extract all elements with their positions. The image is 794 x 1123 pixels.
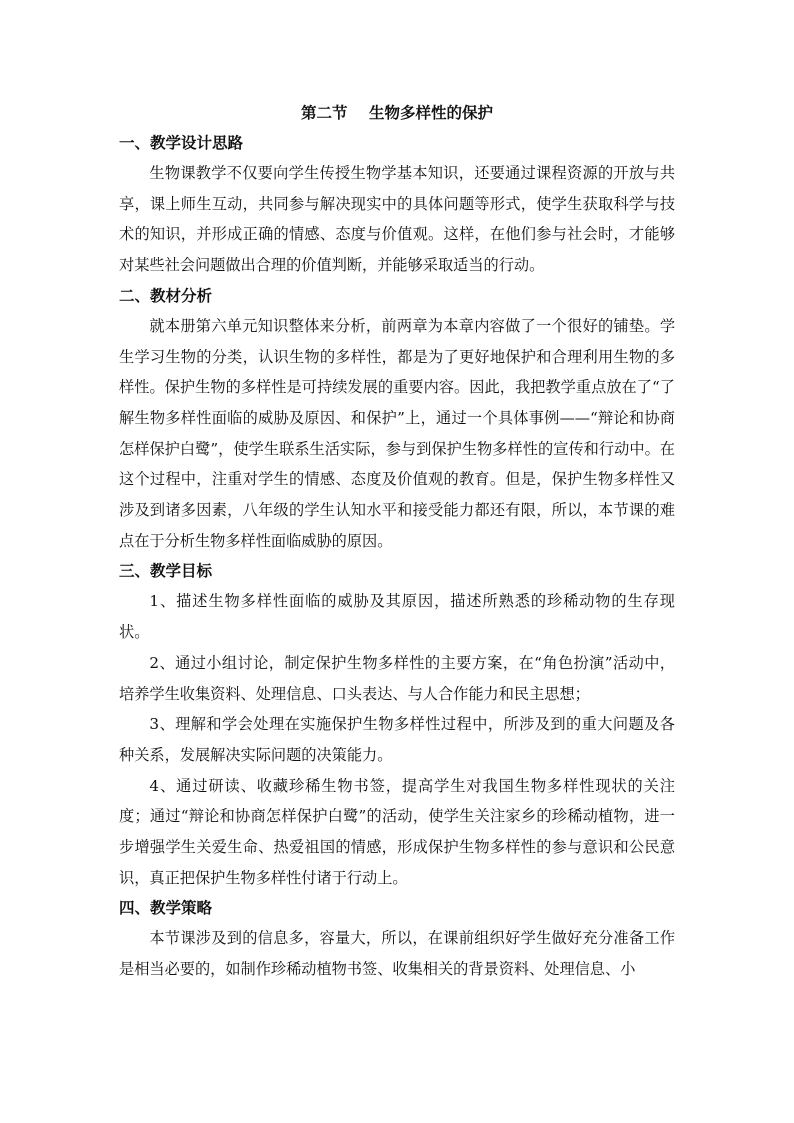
section-teaching-design (119, 128, 675, 281)
paragraph: 4、通过研读、收藏珍稀生物书签，提高学生对我国生物多样性现状的关注度；通过“辩论和协商怎样保护白鹭”的活动，使学生关注家乡的珍稀动植物，进一步增强学生关爱生命、热爱祖国的情感，形成保护生物多样性的参与意识和公民意识，真正把保护生物多样性付诸于行动上。 (119, 776, 675, 887)
section-heading: 三、教学目标 (119, 562, 213, 581)
section-heading: 二、教材分析 (119, 286, 213, 305)
document-body (119, 98, 675, 985)
section-teaching-goals (119, 556, 675, 893)
section-teaching-strategy (119, 893, 675, 984)
paragraph: 生物课教学不仅要向学生传授生物学基本知识，还要通过课程资源的开放与共享，课上师生互动，共同参与解决现实中的具体问题等形式，使学生获取科学与技术的知识，并形成正确的情感、态度与价值观。这样，在他们参与社会时，才能够对某些社会问题做出合理的价值判断，并能够采取适当的行动。 (119, 164, 675, 275)
paragraph: 就本册第六单元知识整体来分析，前两章为本章内容做了一个很好的铺垫。学生学习生物的分类，认识生物的多样性，都是为了更好地保护和合理利用生物的多样性。保护生物的多样性是可持续发展的重要内容。因此，我把教学重点放在了“了解生物多样性面临的威胁及原因、和保护”上，通过一个具体事例——“辩论和协商怎样保护白鹭”，使学生联系生活实际，参与到保护生物多样性的宣传和行动中。在这个过程中，注重对学生的情感、态度及价值观的教育。但是，保护生物多样性又涉及到诸多因素，八年级的学生认知水平和接受能力都还有限，所以，本节课的难点在于分析生物多样性面临威胁的原因。 (119, 316, 675, 550)
paragraph: 3、理解和学会处理在实施保护生物多样性过程中，所涉及到的重大问题及各种关系，发展解决实际问题的决策能力。 (119, 715, 675, 764)
paragraph: 本节课涉及到的信息多，容量大，所以，在课前组织好学生做好充分准备工作是相当必要的，如制作珍稀动植物书签、收集相关的背景资料、处理信息、小 (119, 929, 675, 979)
paragraph: 2、通过小组讨论，制定保护生物多样性的主要方案，在“角色扮演”活动中，培养学生收集资料、处理信息、口头表达、与人合作能力和民主思想； (119, 653, 675, 703)
section-textbook-analysis (119, 281, 675, 557)
section-heading: 四、教学策略 (119, 899, 213, 918)
paragraph: 1、描述生物多样性面临的威胁及其原因，描述所熟悉的珍稀动物的生存现状。 (119, 592, 675, 642)
page-title: 第二节 生物多样性的保护 (300, 104, 494, 122)
section-heading: 一、教学设计思路 (119, 134, 244, 152)
